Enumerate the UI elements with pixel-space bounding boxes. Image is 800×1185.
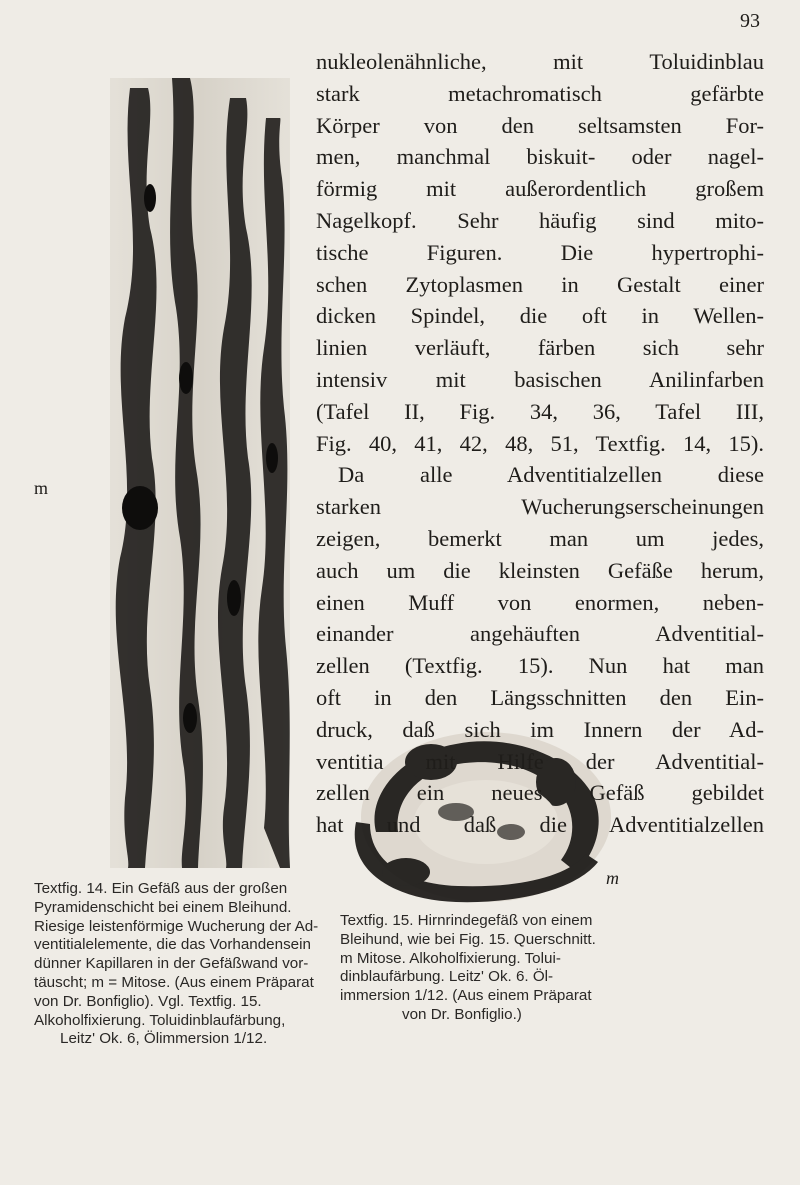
figure-15-caption [340, 912, 640, 1025]
caption-line: dinblaufärbung. Leitz' Ok. 6. Öl- [340, 968, 554, 986]
body-line: Körper von den seltsamsten For- [316, 112, 764, 138]
body-line: Fig. 40, 41, 42, 48, 51, Textfig. 14, 15). [316, 430, 764, 456]
body-line: stark metachromatisch gefärbte [316, 80, 764, 106]
figure-14-illustration [90, 78, 305, 868]
page-number: 93 [740, 10, 760, 32]
caption-line: ventitialelemente, die das Vorhandensein [34, 936, 311, 954]
caption-line: Riesige leistenförmige Wucherung der Ad- [34, 917, 319, 935]
body-line: (Tafel II, Fig. 34, 36, Tafel III, [316, 398, 764, 424]
caption-line: Leitz' Ok. 6, Ölimmersion 1/12. [60, 1030, 268, 1048]
caption-line: täuscht; m = Mitose. (Aus einem Präparat [34, 973, 314, 991]
body-line: intensiv mit basischen Anilinfarben [316, 366, 764, 392]
caption-line: Textfig. 14. Ein Gefäß aus der großen [34, 880, 288, 897]
body-line: auch um die kleinsten Gefäße herum, [316, 557, 764, 583]
caption-line: Textfig. 15. Hirnrindegefäß von einem [340, 912, 593, 929]
caption-line: von Dr. Bonfiglio.) [402, 1005, 522, 1023]
caption-line: immersion 1/12. (Aus einem Präparat [340, 987, 592, 1005]
body-line: zeigen, bemerkt man um jedes, [316, 525, 764, 551]
body-line: schen Zytoplasmen in Gestalt einer [316, 271, 764, 297]
body-line: förmig mit außerordentlich großem [316, 176, 764, 202]
caption-line: dünner Kapillaren in der Gefäßwand vor- [34, 955, 309, 973]
body-line: zellen (Textfig. 15). Nun hat man [316, 653, 764, 679]
body-line: tische Figuren. Die hypertrophi- [316, 239, 764, 265]
body-line: zellen ein neues Gefäß gebildet [316, 780, 764, 806]
body-line: men, manchmal biskuit- oder nagel- [316, 144, 764, 170]
body-line: einen Muff von enormen, neben- [316, 589, 764, 615]
body-line: Nagelkopf. Sehr häufig sind mito- [316, 207, 764, 233]
body-line: Da alle Adventitialzellen diese [338, 462, 764, 488]
caption-line: Bleihund, wie bei Fig. 15. Querschnitt. [340, 930, 596, 948]
body-text [316, 46, 764, 841]
caption-line: Pyramidenschicht bei einem Bleihund. [34, 898, 292, 916]
body-line: linien verläuft, färben sich sehr [316, 335, 764, 361]
caption-line: m Mitose. Alkoholfixierung. Tolui- [340, 949, 561, 967]
body-line: einander angehäuften Adventitial- [316, 621, 764, 647]
figure-14-label-m: m [34, 478, 49, 498]
body-line: dicken Spindel, die oft in Wellen- [316, 303, 764, 329]
body-line: ventitia mit Hilfe der Adventitial- [316, 748, 764, 774]
caption-line: Alkoholfixierung. Toluidinblaufärbung, [34, 1011, 286, 1029]
figure-15-label-m: m [606, 868, 619, 888]
body-line: nukleolenähnliche, mit Toluidinblau [316, 49, 764, 74]
caption-line: von Dr. Bonfiglio). Vgl. Textfig. 15. [34, 992, 262, 1010]
body-line: druck, daß sich im Innern der Ad- [316, 716, 764, 742]
body-line: oft in den Längsschnitten den Ein- [316, 684, 764, 710]
body-line: starken Wucherungserscheinungen [316, 494, 764, 520]
figure-14-caption [34, 880, 319, 1049]
body-line: hat und daß die Adventitialzellen [316, 812, 764, 838]
